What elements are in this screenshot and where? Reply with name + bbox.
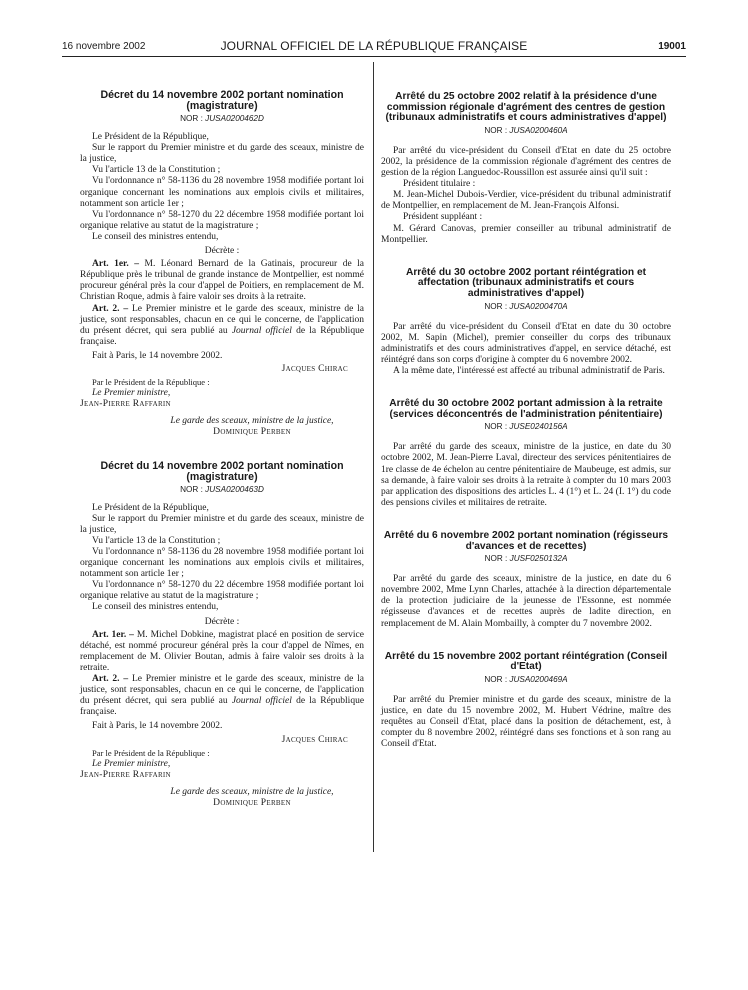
subheading: Président suppléant : (403, 212, 483, 223)
garde-des-sceaux-title: Le garde des sceaux, ministre de la justice, (170, 416, 334, 427)
paragraph: M. Jean-Michel Dubois-Verdier, vice-président du tribunal administratif de Montpellier, en remplacement de M. Jean-François Alfonsi. (381, 190, 671, 212)
paragraph: Le Président de la République, (92, 502, 209, 513)
journal-officiel-ref: Journal officiel (231, 696, 292, 707)
nor-code: JUSA0200463D (205, 484, 264, 494)
decree-title: Décret du 14 novembre 2002 portant nomination (magistrature) (100, 459, 344, 483)
decree-2 (80, 461, 364, 810)
paragraph: M. Gérard Canovas, premier conseiller au tribunal administratif de Montpellier. (381, 223, 671, 245)
arrete-title: Arrêté du 30 octobre 2002 portant admission à la retraite (services déconcentrés de l'administration pénitentiaire) (389, 398, 663, 420)
paragraph: Le conseil des ministres entendu, (92, 602, 219, 613)
nor-code: JUSA0200460A (509, 125, 568, 135)
nor-code: JUSA0200470A (509, 301, 568, 311)
nor-code: JUSA0200469A (509, 674, 568, 684)
article-label: Art. 2. – (92, 303, 129, 314)
article-label: Art. 1er. – (92, 259, 140, 270)
nor-label: NOR : (484, 674, 508, 684)
nor-code: JUSF0250132A (509, 554, 568, 564)
right-column (381, 92, 671, 750)
article-label: Art. 1er. – (92, 629, 134, 640)
nor-reference (381, 553, 671, 564)
paragraph: Par arrêté du garde des sceaux, ministre de la justice, en date du 30 octobre 2002, M. Jean-Pierre Laval, directeur des services pénitentiaires de 1re classe de 4e échelon au centre pénitentiaire de Maubeuge, est admis, sur sa demande, à faire valoir ses droits à la retraite à compter du 10 mars 2003 par application des dispositions des articles L. 4 (1°) et L. 24 (I. 1°) du code des pensions civiles et militaires de retraite. (381, 442, 671, 508)
arrete-5 (381, 652, 671, 751)
decrete-label: Décrète : (204, 616, 240, 627)
arrete-title: Arrêté du 15 novembre 2002 portant réintégration (Conseil d'Etat) (384, 650, 668, 673)
paragraph: Le conseil des ministres entendu, (92, 231, 219, 242)
decrete-label: Décrète : (204, 246, 240, 257)
paragraph: Vu l'ordonnance n° 58-1270 du 22 décembre 1958 modifiée portant loi organique relative au statut de la magistrature ; (80, 209, 364, 231)
nor-label: NOR : (180, 114, 203, 123)
header-date: 16 novembre 2002 (62, 41, 146, 52)
paragraph: Le Président de la République, (92, 132, 209, 143)
nor-label: NOR : (484, 422, 508, 432)
page-header (62, 38, 686, 54)
article-text: de la République française. (80, 696, 365, 718)
fait-a-paris: Fait à Paris, le 14 novembre 2002. (92, 350, 223, 361)
nor-label: NOR : (484, 554, 508, 564)
page-number: 19001 (658, 41, 686, 52)
nor-reference (80, 113, 364, 124)
article-text: M. Léonard Bernard de la Gatinais, procureur de la République près le tribunal de grande instance de Montpellier, est nommé procureur général près la cour d'appel de Poitiers, en remplacement de M. Christian Roque, admis à faire valoir ses droits à la retraite. (80, 259, 365, 303)
fait-a-paris: Fait à Paris, le 14 novembre 2002. (92, 721, 223, 732)
garde-des-sceaux-signature: Dominique Perben (213, 427, 291, 438)
subheading: Président titulaire : (403, 179, 476, 190)
left-column (80, 90, 364, 809)
paragraph: Par arrêté du vice-président du Conseil d'Etat en date du 25 octobre 2002, la présidence de la commission régionale d'agrément des centres de gestion de la région Languedoc-Roussillon est assurée ainsi qu'il suit : (381, 145, 671, 179)
arrete-3 (381, 399, 671, 509)
article-text: Le Premier ministre et le garde des sceaux, ministre de la justice, sont responsables, chacun en ce qui le concerne, de l'application du présent décret, qui sera publié au (80, 674, 364, 707)
nor-reference (80, 484, 364, 495)
article-2 (80, 304, 364, 348)
pm-title: Le Premier ministre, (92, 388, 171, 399)
nor-reference (381, 125, 671, 136)
nor-label: NOR : (484, 125, 508, 135)
par-le-president: Par le Président de la République : (92, 747, 210, 758)
column-divider (373, 62, 374, 852)
nor-reference (381, 674, 671, 685)
article-label: Art. 2. – (92, 674, 129, 685)
par-le-president: Par le Président de la République : (92, 377, 210, 388)
pm-signature: Jean-Pierre Raffarin (80, 399, 171, 410)
journal-title: JOURNAL OFFICIEL DE LA RÉPUBLIQUE FRANÇAISE (220, 39, 528, 53)
journal-officiel-ref: Journal officiel (231, 325, 292, 336)
article-text: M. Michel Dobkine, magistrat placé en position de service détaché, est nommé procureur général près la cour d'appel de Nîmes, en remplacement de M. Olivier Boutan, admis à faire valoir ses droits à la retraite. (80, 629, 364, 673)
paragraph: Par arrêté du Premier ministre et du garde des sceaux, ministre de la justice, en date du 15 novembre 2002, M. Hubert Védrine, maître des requêtes au Conseil d'Etat, placé dans la position de détachement, est, à compter du 8 novembre 2002, réintégré dans ses fonctions et à son rang au Conseil d'Etat. (381, 694, 671, 750)
paragraph: A la même date, l'intéressé est affecté au tribunal administratif de Paris. (393, 365, 665, 376)
pm-signature: Jean-Pierre Raffarin (80, 769, 171, 780)
article-2 (80, 674, 364, 718)
paragraph: Sur le rapport du Premier ministre et du garde des sceaux, ministre de la justice, (80, 143, 364, 165)
article-1 (80, 630, 364, 674)
decree-1 (80, 90, 364, 439)
decree-title: Décret du 14 novembre 2002 portant nomination (magistrature) (100, 89, 344, 112)
nor-label: NOR : (484, 301, 508, 311)
garde-des-sceaux-title: Le garde des sceaux, ministre de la justice, (170, 786, 334, 797)
paragraph: Par arrêté du garde des sceaux, ministre de la justice, en date du 6 novembre 2002, Mme Lynn Charles, attachée à la direction départementale de la protection judiciaire de la jeunesse de l'Essonne, est nommée régisseuse d'avances et de recettes auprès de ladite direction, en remplacement de M. Alain Mombailly, à compter du 7 novembre 2002. (381, 574, 671, 629)
arrete-4 (381, 531, 671, 630)
paragraph: Sur le rapport du Premier ministre et du garde des sceaux, ministre de la justice, (80, 513, 364, 535)
nor-code: JUSE0240156A (509, 422, 568, 432)
arrete-2 (381, 268, 671, 377)
pm-title: Le Premier ministre, (92, 758, 171, 769)
arrete-title: Arrêté du 30 octobre 2002 portant réintégration et affectation (tribunaux administratifs et cours administratives d'appel) (405, 266, 647, 299)
arrete-title: Arrêté du 25 octobre 2002 relatif à la présidence d'une commission régionale d'agrément des centres de gestion (tribunaux administratifs et cours administratives d'appel) (385, 91, 667, 124)
arrete-1 (381, 92, 671, 246)
arrete-title: Arrêté du 6 novembre 2002 portant nomination (régisseurs d'avances et de recettes) (383, 529, 669, 552)
header-rule (62, 56, 686, 57)
paragraph: Par arrêté du vice-président du Conseil d'Etat en date du 30 octobre 2002, M. Sapin (Michel), premier conseiller du corps des tribunaux administratifs et des cours administratives d'appel, en service détaché, est réintégré dans son corps d'origine à compter du 6 novembre 2002. (381, 321, 671, 365)
article-text: de la République française. (80, 325, 365, 347)
nor-reference (381, 421, 671, 432)
nor-code: JUSA0200462D (205, 114, 264, 123)
nor-reference (381, 301, 671, 312)
paragraph: Vu l'article 13 de la Constitution ; (92, 165, 221, 176)
paragraph: Vu l'ordonnance n° 58-1136 du 28 novembre 1958 modifiée portant loi organique concernant les nominations aux emplois civils et militaires, notamment son article 1er ; (80, 547, 364, 580)
article-text: Le Premier ministre et le garde des sceaux, ministre de la justice, sont responsables, chacun en ce qui le concerne, de l'application du présent décret, qui sera publié au (80, 303, 364, 336)
president-signature: Jacques Chirac (281, 734, 348, 745)
paragraph: Vu l'ordonnance n° 58-1270 du 22 décembre 1958 modifiée portant loi organique relative au statut de la magistrature ; (80, 580, 364, 602)
nor-label: NOR : (180, 484, 203, 494)
article-1 (80, 259, 364, 303)
paragraph: Vu l'ordonnance n° 58-1136 du 28 novembre 1958 modifiée portant loi organique concernant les nominations aux emplois civils et militaires, notamment son article 1er ; (80, 176, 364, 209)
paragraph: Vu l'article 13 de la Constitution ; (92, 535, 221, 546)
garde-des-sceaux-signature: Dominique Perben (213, 797, 291, 808)
president-signature: Jacques Chirac (281, 363, 348, 374)
